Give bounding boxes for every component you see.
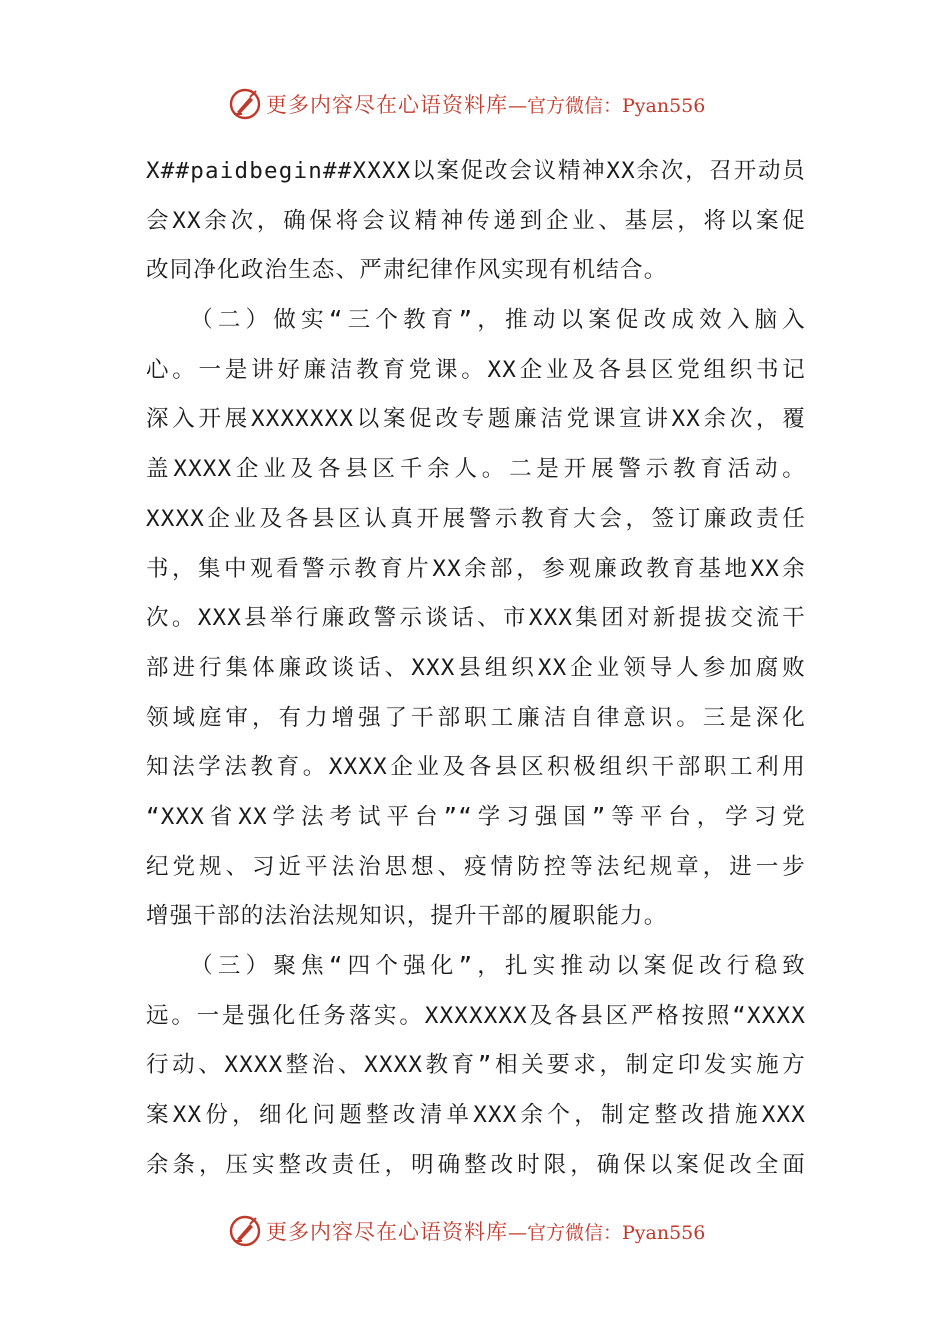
banner-site-text: 更多内容尽在心语资料库 [266,93,508,117]
body-line: （二）做实“三个教育”，推动以案促改成效入脑入 [146,307,806,334]
body-line: 余条，压实整改责任，明确整改时限，确保以案促改全面 [146,1151,806,1178]
header-banner [228,84,705,124]
body-line: “XXX省XX学法考试平台”“学习强国”等平台，学习党 [146,803,806,830]
body-line: 心。一是讲好廉洁教育党课。XX企业及各县区党组织书记 [146,356,806,383]
body-line: 知法学法教育。XXXX企业及各县区积极组织干部职工利用 [146,754,806,781]
body-line: 领域庭审，有力增强了干部职工廉洁自律意识。三是深化 [146,704,806,731]
body-line: X##paidbegin##XXXX以案促改会议精神XX余次，召开动员 [146,158,806,184]
body-line: 行动、XXXX整治、XXXX教育”相关要求，制定印发实施方 [146,1052,806,1079]
banner-wechat-text: —官方微信：Pyan556 [508,94,706,117]
body-line: 改同净化政治生态、严肃纪律作风实现有机结合。 [146,257,668,284]
footer-banner [228,1211,705,1251]
document-body [146,147,806,1190]
banner-site-text: 更多内容尽在心语资料库 [266,1220,508,1244]
body-line: 会XX余次，确保将会议精神传递到企业、基层，将以案促 [146,207,806,234]
body-line: 书，集中观看警示教育片XX余部，参观廉政教育基地XX余 [146,555,806,582]
body-line: 盖XXXX企业及各县区千余人。二是开展警示教育活动。 [146,456,806,483]
body-line: 深入开展XXXXXXX以案促改专题廉洁党课宣讲XX余次，覆 [146,406,806,433]
body-line: 纪党规、习近平法治思想、疫情防控等法纪规章，进一步 [146,853,806,880]
body-line: 案XX份，细化问题整改清单XXX余个，制定整改措施XXX [146,1102,806,1129]
body-line: （三）聚焦“四个强化”，扎实推动以案促改行稳致 [146,953,806,979]
body-line: 部进行集体廉政谈话、XXX县组织XX企业领导人参加腐败 [146,654,806,681]
body-line: 次。XXX县举行廉政警示谈话、市XXX集团对新提拔交流干 [146,605,806,632]
body-line: 增强干部的法治法规知识，提升干部的履职能力。 [146,903,668,930]
quill-logo-icon [228,87,262,121]
banner-wechat-text: —官方微信：Pyan556 [508,1221,706,1244]
body-line: 远。一是强化任务落实。XXXXXXX及各县区严格按照“XXXX [146,1002,806,1029]
quill-logo-icon [228,1214,262,1248]
body-line: XXXX企业及各县区认真开展警示教育大会，签订廉政责任 [146,505,806,532]
